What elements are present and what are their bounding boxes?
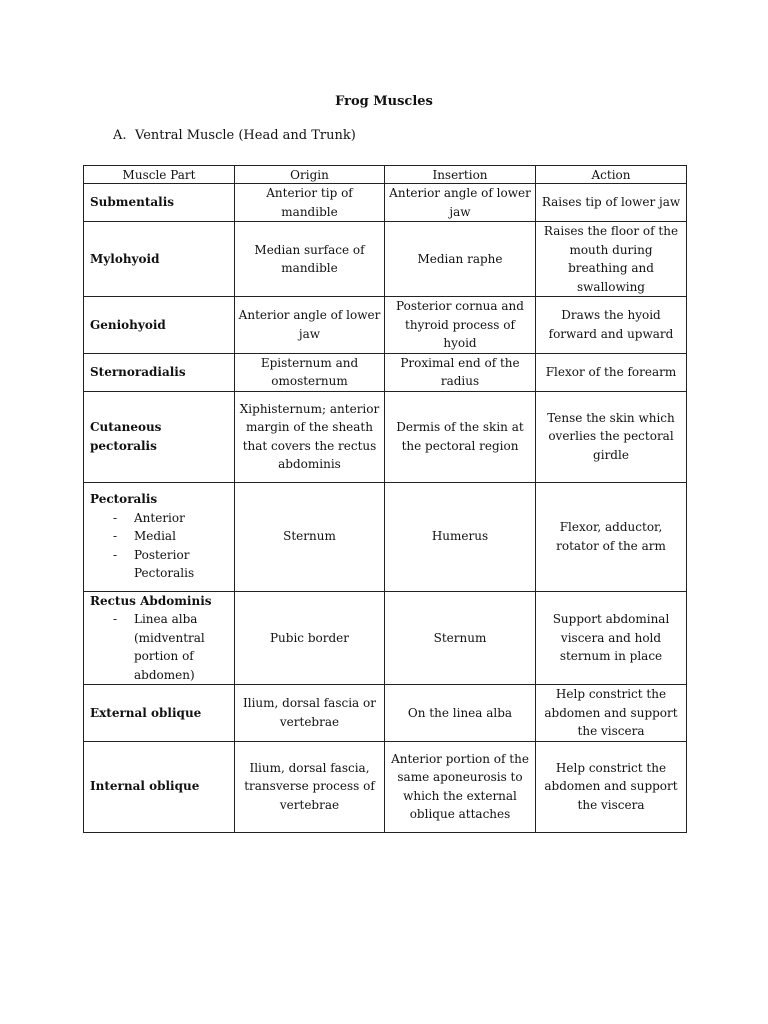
insertion-cell: Median raphe: [385, 222, 536, 297]
origin-cell: Ilium, dorsal fascia, transverse process of vertebrae: [235, 741, 385, 832]
origin-cell: Sternum: [235, 482, 385, 591]
action-cell: Help constrict the abdomen and support the viscera: [536, 685, 687, 742]
table-row: [84, 353, 687, 391]
subpart-list: [90, 509, 231, 583]
action-cell: Support abdominal viscera and hold sternum in place: [536, 591, 687, 685]
insertion-cell: On the linea alba: [385, 685, 536, 742]
muscle-name-cell: Internal oblique: [84, 741, 235, 832]
muscle-name-cell: [84, 482, 235, 591]
origin-cell: Anterior angle of lower jaw: [235, 297, 385, 354]
action-cell: Draws the hyoid forward and upward: [536, 297, 687, 354]
insertion-cell: Anterior angle of lower jaw: [385, 184, 536, 222]
origin-cell: Ilium, dorsal fascia or vertebrae: [235, 685, 385, 742]
origin-cell: Xiphisternum; anterior margin of the sheath that covers the rectus abdominis: [235, 391, 385, 482]
insertion-cell: Anterior portion of the same aponeurosis to which the external oblique attaches: [385, 741, 536, 832]
subpart-item: - Anterior: [110, 509, 231, 528]
insertion-cell: Posterior cornua and thyroid process of hyoid: [385, 297, 536, 354]
section-marker: A.: [113, 128, 127, 143]
table-row: [84, 685, 687, 742]
subpart-item: - Posterior Pectoralis: [110, 546, 231, 583]
subpart-item: - Medial: [110, 527, 231, 546]
muscle-name-cell: Submentalis: [84, 184, 235, 222]
column-header-insertion: Insertion: [385, 166, 536, 184]
column-header-origin: Origin: [235, 166, 385, 184]
section-heading: [113, 127, 356, 145]
origin-cell: Episternum and omosternum: [235, 353, 385, 391]
subpart-item: - Linea alba (midventral portion of abdomen): [110, 610, 231, 684]
insertion-cell: Sternum: [385, 591, 536, 685]
insertion-cell: Humerus: [385, 482, 536, 591]
column-header-muscle-part: Muscle Part: [84, 166, 235, 184]
table-row: [84, 184, 687, 222]
muscle-name: Rectus Abdominis: [90, 593, 212, 608]
muscle-name-cell: [84, 591, 235, 685]
table-header-row: [84, 166, 687, 184]
subpart-list: [90, 610, 231, 684]
table-row: [84, 591, 687, 685]
page-title: Frog Muscles: [335, 94, 433, 109]
muscle-name-cell: External oblique: [84, 685, 235, 742]
muscle-name: Pectoralis: [90, 492, 158, 507]
origin-cell: Anterior tip of mandible: [235, 184, 385, 222]
muscles-table: [83, 165, 687, 833]
muscle-name-cell: Cutaneous pectoralis: [84, 391, 235, 482]
table-row: [84, 482, 687, 591]
action-cell: Raises tip of lower jaw: [536, 184, 687, 222]
action-cell: Flexor, adductor, rotator of the arm: [536, 482, 687, 591]
table-row: [84, 391, 687, 482]
origin-cell: Pubic border: [235, 591, 385, 685]
table-row: [84, 222, 687, 297]
origin-cell: Median surface of mandible: [235, 222, 385, 297]
column-header-action: Action: [536, 166, 687, 184]
table-row: [84, 741, 687, 832]
insertion-cell: Proximal end of the radius: [385, 353, 536, 391]
table-row: [84, 297, 687, 354]
insertion-cell: Dermis of the skin at the pectoral region: [385, 391, 536, 482]
action-cell: Raises the floor of the mouth during breathing and swallowing: [536, 222, 687, 297]
action-cell: Help constrict the abdomen and support the viscera: [536, 741, 687, 832]
muscle-name-cell: Geniohyoid: [84, 297, 235, 354]
muscle-name-cell: Mylohyoid: [84, 222, 235, 297]
action-cell: Tense the skin which overlies the pectoral girdle: [536, 391, 687, 482]
action-cell: Flexor of the forearm: [536, 353, 687, 391]
muscle-name-cell: Sternoradialis: [84, 353, 235, 391]
section-heading-text: Ventral Muscle (Head and Trunk): [135, 128, 356, 143]
